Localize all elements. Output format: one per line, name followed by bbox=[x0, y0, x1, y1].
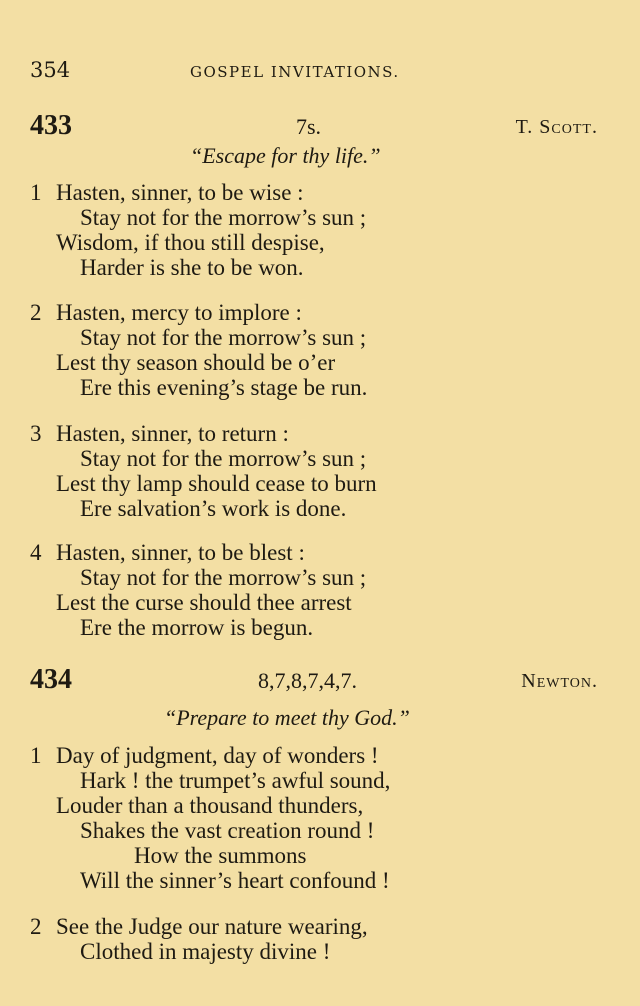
stanza-line: Lest thy season should be o’er bbox=[56, 350, 336, 375]
hymn-434-subtitle: “Prepare to meet thy God.” bbox=[164, 705, 410, 730]
verse-number: 1 bbox=[30, 743, 42, 768]
verse-number: 2 bbox=[30, 914, 42, 939]
hymn-number: 434 bbox=[30, 664, 72, 695]
stanza-line: Ere salvation’s work is done. bbox=[80, 496, 347, 521]
verse-number: 4 bbox=[30, 540, 42, 565]
stanza-line: Stay not for the morrow’s sun ; bbox=[80, 446, 367, 471]
hymn-434-stanza-2 bbox=[30, 914, 610, 964]
hymn-author: Newton. bbox=[521, 670, 598, 692]
stanza-line: Lest the curse should thee arrest bbox=[56, 590, 352, 615]
stanza-line: Lest thy lamp should cease to burn bbox=[56, 471, 377, 496]
stanza-line: Hark ! the trumpet’s awful sound, bbox=[80, 768, 391, 793]
stanza-line: 2 See the Judge our nature wearing, bbox=[30, 914, 368, 939]
stanza-line: 1 Day of judgment, day of wonders ! bbox=[30, 743, 379, 768]
hymn-433-heading bbox=[30, 110, 598, 144]
stanza-line: Shakes the vast creation round ! bbox=[80, 818, 375, 843]
stanza-line: Wisdom, if thou still despise, bbox=[56, 230, 325, 255]
hymn-434-heading bbox=[30, 664, 598, 698]
hymn-author: T. Scott. bbox=[515, 116, 598, 138]
stanza-line: 3 Hasten, sinner, to return : bbox=[30, 421, 289, 446]
page-number: 354 bbox=[30, 58, 71, 82]
hymn-433-subtitle: “Escape for thy life.” bbox=[190, 143, 381, 168]
stanza-line: Harder is she to be won. bbox=[80, 255, 304, 280]
stanza-line: Will the sinner’s heart confound ! bbox=[80, 868, 390, 893]
stanza-line: Louder than a thousand thunders, bbox=[56, 793, 364, 818]
stanza-line: Stay not for the morrow’s sun ; bbox=[80, 325, 367, 350]
stanza-line: Ere this evening’s stage be run. bbox=[80, 375, 368, 400]
stanza-line: Clothed in majesty divine ! bbox=[80, 939, 331, 964]
stanza-line: 4 Hasten, sinner, to be blest : bbox=[30, 540, 305, 565]
hymn-meter: 8,7,8,7,4,7. bbox=[258, 668, 357, 693]
verse-number: 3 bbox=[30, 421, 42, 446]
stanza-line: How the summons bbox=[134, 843, 307, 868]
stanza-line: Stay not for the morrow’s sun ; bbox=[80, 565, 367, 590]
verse-number: 2 bbox=[30, 300, 42, 325]
hymn-433-stanza-2 bbox=[30, 300, 610, 400]
hymn-meter: 7s. bbox=[296, 114, 322, 139]
hymn-433-stanza-3 bbox=[30, 421, 610, 521]
page-header bbox=[30, 58, 598, 88]
hymn-433-stanza-1 bbox=[30, 180, 610, 280]
running-title: GOSPEL INVITATIONS. bbox=[190, 63, 400, 81]
stanza-line: Ere the morrow is begun. bbox=[80, 615, 314, 640]
hymn-434-stanza-1 bbox=[30, 743, 610, 893]
hymn-number: 433 bbox=[30, 110, 72, 141]
verse-number: 1 bbox=[30, 180, 42, 205]
stanza-line: 1 Hasten, sinner, to be wise : bbox=[30, 180, 304, 205]
stanza-line: 2 Hasten, mercy to implore : bbox=[30, 300, 302, 325]
hymn-433-stanza-4 bbox=[30, 540, 610, 640]
stanza-line: Stay not for the morrow’s sun ; bbox=[80, 205, 367, 230]
